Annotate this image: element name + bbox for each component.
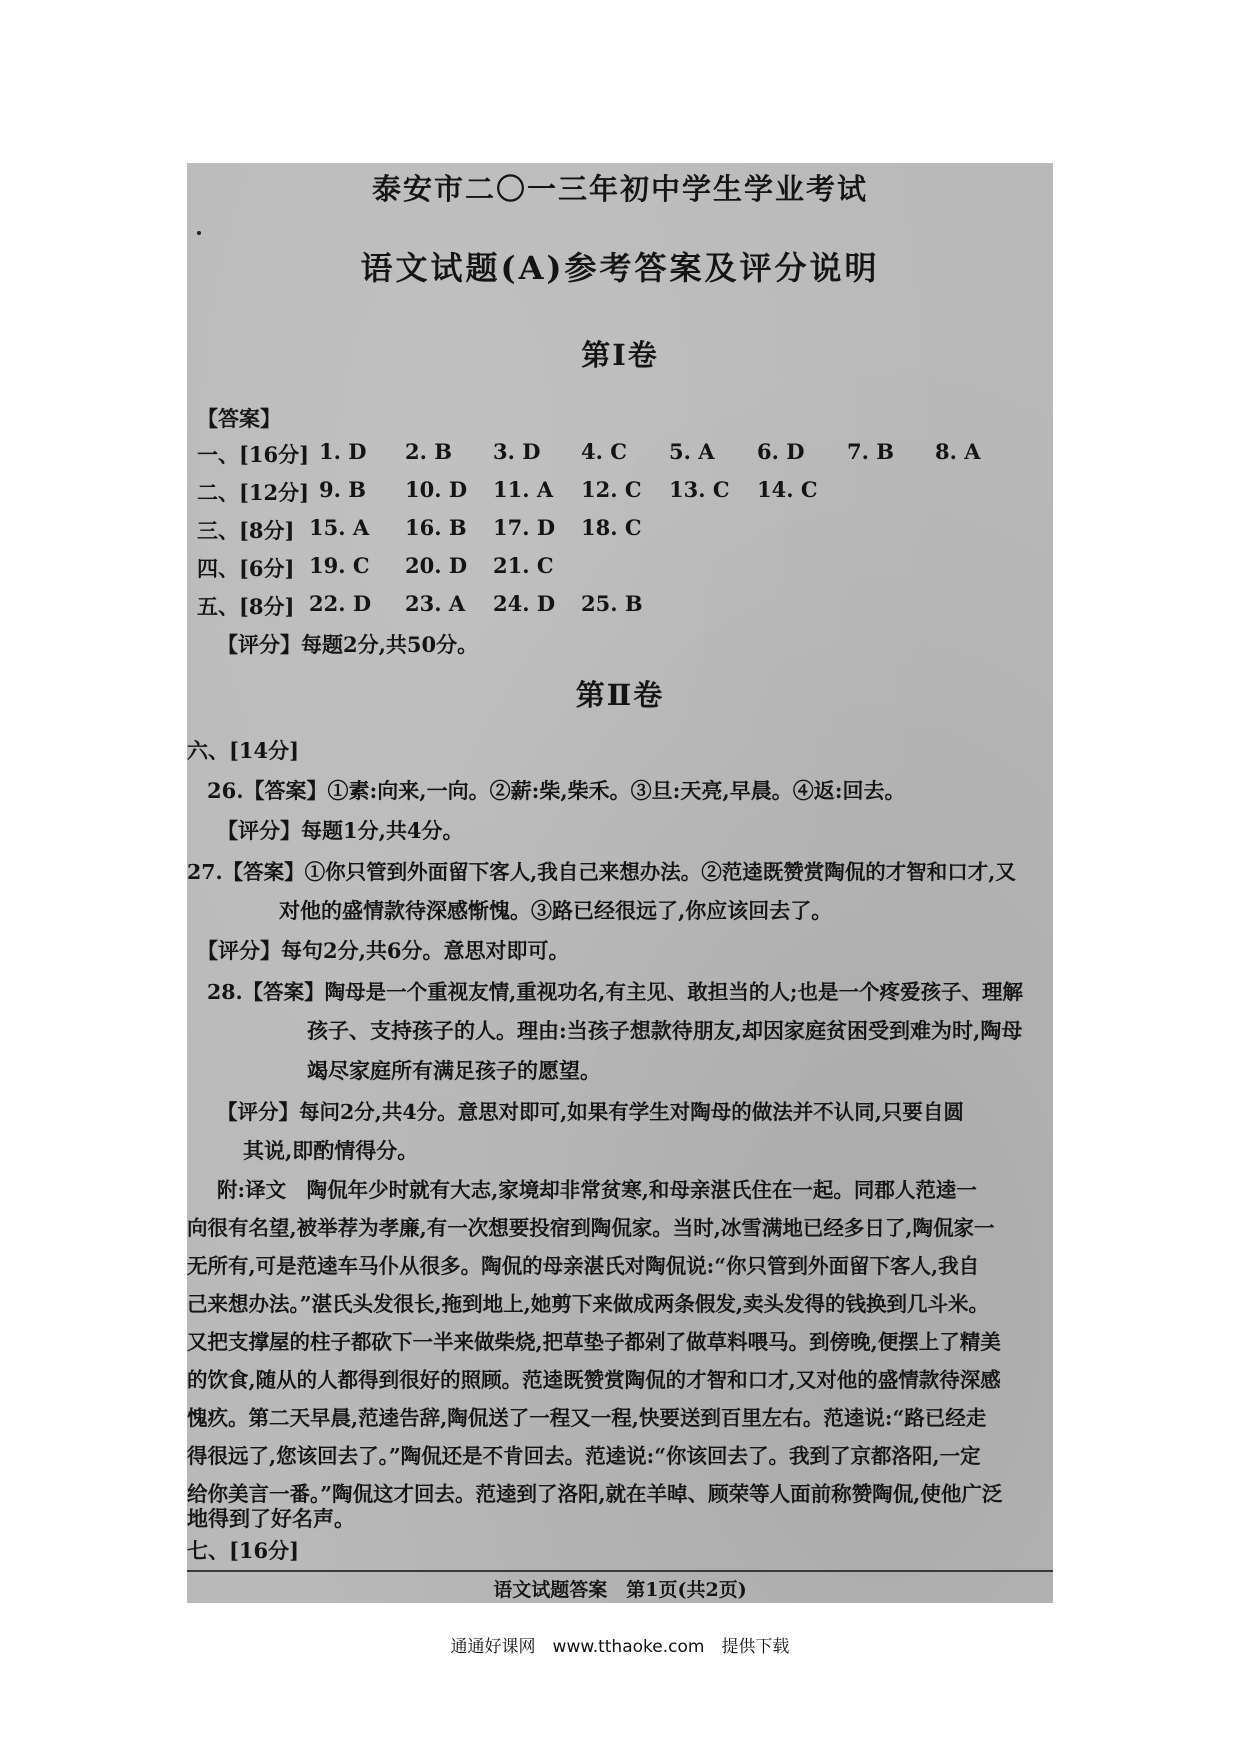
q28-answer-line3: 竭尽家庭所有满足孩子的愿望。: [307, 1058, 601, 1083]
answer-item: 2. B: [405, 439, 452, 464]
section7-heading: 七、[16分]: [187, 1538, 300, 1563]
answer-item: 9. B: [319, 477, 366, 502]
translation-line: 给你美言一番。”陶侃这才回去。范逵到了洛阳,就在羊晫、顾荣等人面前称赞陶侃,使他广泛: [187, 1482, 1003, 1506]
answer-item: 4. C: [581, 439, 627, 464]
scan-speck: [197, 231, 201, 235]
translation-line: 向很有名望,被举荐为孝廉,有一次想要投宿到陶侃家。当时,冰雪满地已经多日了,陶侃家一: [187, 1216, 995, 1240]
answer-item: 19. C: [309, 553, 370, 578]
volume1-scoring: 【评分】每题2分,共50分。: [217, 632, 479, 657]
answer-item: 18. C: [581, 515, 642, 540]
answer-item: 6. D: [757, 439, 805, 464]
answer-item: 3. D: [493, 439, 541, 464]
answer-item: 15. A: [309, 515, 370, 540]
translation-line: 的饮食,随从的人都得到很好的照顾。范逵既赞赏陶侃的才智和口才,又对他的盛情款待深感: [187, 1368, 1001, 1392]
exam-title: 泰安市二〇一三年初中学生学业考试: [371, 172, 868, 206]
section-label: 二、[12分]: [197, 480, 310, 505]
answer-item: 21. C: [493, 553, 554, 578]
section-label: 五、[8分]: [197, 594, 295, 619]
translation-line: 地得到了好名声。: [187, 1506, 355, 1531]
answer-item: 13. C: [669, 477, 730, 502]
q28-answer-line2: 孩子、支持孩子的人。理由:当孩子想款待朋友,却因家庭贫困受到难为时,陶母: [307, 1018, 1023, 1043]
q26-scoring: 【评分】每题1分,共4分。: [217, 818, 464, 843]
answer-item: 8. A: [935, 439, 981, 464]
scanned-page: [187, 163, 1053, 1603]
answer-item: 25. B: [581, 591, 643, 616]
translation-line: 无所有,可是范逵车马仆从很多。陶侃的母亲湛氏对陶侃说:“你只管到外面留下客人,我自: [187, 1254, 980, 1278]
answer-item: 10. D: [405, 477, 468, 502]
document-title: 语文试题(A)参考答案及评分说明: [360, 249, 880, 287]
q28-scoring-line2: 其说,即酌情得分。: [243, 1138, 419, 1163]
answer-item: 17. D: [493, 515, 556, 540]
translation-line: 附:译文 陶侃年少时就有大志,家境却非常贫寒,和母亲湛氏住在一起。同郡人范逵一: [217, 1178, 977, 1202]
answer-item: 14. C: [757, 477, 818, 502]
section-label: 三、[8分]: [197, 518, 295, 543]
section6-heading: 六、[14分]: [187, 738, 300, 763]
answer-item: 22. D: [309, 591, 372, 616]
section-label: 四、[6分]: [197, 556, 295, 581]
q28-answer-line1: 28.【答案】陶母是一个重视友情,重视功名,有主见、敢担当的人;也是一个疼爱孩子、理解: [207, 980, 1024, 1004]
q27-answer-line1: 27.【答案】①你只管到外面留下客人,我自己来想办法。②范逵既赞赏陶侃的才智和口才,又: [187, 860, 1016, 884]
q28-scoring-line1: 【评分】每问2分,共4分。意思对即可,如果有学生对陶母的做法并不认同,只要自圆: [217, 1100, 964, 1124]
section-label: 一、[16分]: [197, 442, 310, 467]
answer-item: 5. A: [669, 439, 715, 464]
translation-line: 得很远了,您该回去了。”陶侃还是不肯回去。范逵说:“你该回去了。我到了京都洛阳,一定: [187, 1444, 981, 1468]
answer-item: 1. D: [319, 439, 367, 464]
page-number-label: 语文试题答案 第1页(共2页): [493, 1579, 747, 1601]
q27-answer-line2: 对他的盛情款待深感惭愧。③路已经很远了,你应该回去了。: [279, 898, 833, 923]
answer-item: 16. B: [405, 515, 467, 540]
q27-scoring: 【评分】每句2分,共6分。意思对即可。: [197, 938, 570, 963]
answer-item: 12. C: [581, 477, 642, 502]
footer-divider: [187, 1570, 1053, 1572]
q26-answer: 26.【答案】①素:向来,一向。②薪:柴,柴禾。③旦:天亮,早晨。④返:回去。: [207, 778, 906, 803]
answer-label: 【答案】: [197, 406, 281, 431]
answer-item: 20. D: [405, 553, 468, 578]
translation-line: 己来想办法。”湛氏头发很长,拖到地上,她剪下来做成两条假发,卖头发得的钱换到几斗米。: [187, 1292, 989, 1316]
volume1-title: 第Ⅰ卷: [581, 338, 659, 372]
translation-line: 愧疚。第二天早晨,范逵告辞,陶侃送了一程又一程,快要送到百里左右。范逵说:“路已经走: [187, 1406, 987, 1430]
download-watermark: 通通好课网 www.tthaoke.com 提供下载: [450, 1637, 790, 1657]
answer-item: 24. D: [493, 591, 556, 616]
answer-item: 7. B: [847, 439, 894, 464]
answer-item: 23. A: [405, 591, 466, 616]
translation-line: 又把支撑屋的柱子都砍下一半来做柴烧,把草垫子都剁了做草料喂马。到傍晚,便摆上了精美: [187, 1330, 1001, 1354]
volume2-title: 第Ⅱ卷: [575, 678, 665, 712]
answer-item: 11. A: [493, 477, 554, 502]
